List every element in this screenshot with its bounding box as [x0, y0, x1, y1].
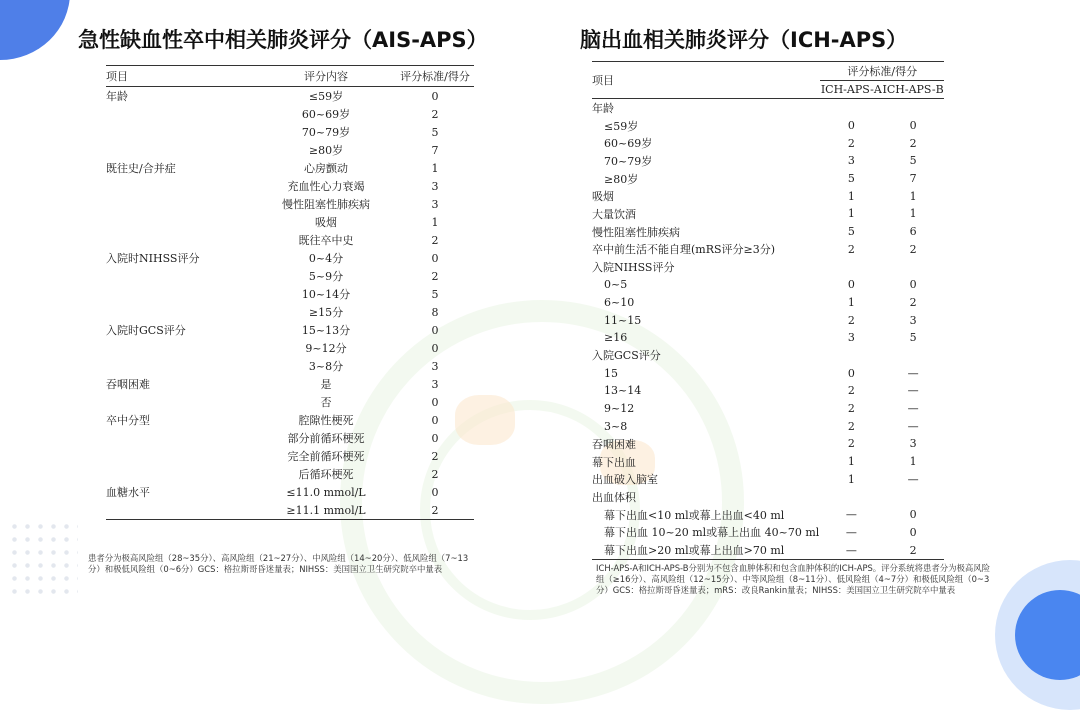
row-score-a-cell: — — [845, 508, 857, 522]
table-row — [592, 241, 944, 259]
row-score-cell: 0 — [431, 323, 439, 337]
row-item-cell: 入院时NIHSS评分 — [106, 252, 200, 265]
row-score-a-cell: 0 — [847, 278, 855, 292]
row-score-cell: 1 — [431, 215, 439, 229]
row-score-cell: 7 — [431, 143, 439, 157]
row-item-cell — [106, 231, 256, 249]
table-row — [592, 329, 944, 347]
dot-grid-decoration — [8, 520, 78, 600]
row-score-a-cell: 5 — [847, 172, 855, 186]
row-content-cell: 慢性阻塞性肺疾病 — [282, 198, 370, 211]
row-content-cell: 吸烟 — [315, 216, 337, 229]
table-row — [106, 213, 474, 231]
row-item-cell: 大量饮酒 — [592, 207, 636, 221]
table-row — [106, 357, 474, 375]
row-score-a-cell: 3 — [847, 331, 855, 345]
row-score-b-cell: 3 — [909, 313, 917, 327]
row-score-b-cell: 2 — [909, 136, 917, 150]
corner-circle-decoration — [0, 0, 70, 60]
row-score-a-cell: 1 — [847, 295, 855, 309]
row-content-cell: 70~79岁 — [301, 126, 351, 139]
row-score-b-cell: 0 — [909, 525, 917, 539]
row-item-cell: 幕下出血 — [592, 455, 636, 469]
table-row — [106, 159, 474, 177]
row-item-cell: 入院GCS评分 — [592, 349, 661, 363]
row-content-cell: ≤59岁 — [308, 90, 344, 103]
row-item-cell: 吞咽困难 — [106, 378, 150, 391]
row-score-b-cell — [882, 258, 944, 276]
table-row — [592, 417, 944, 435]
row-score-cell: 3 — [431, 179, 439, 193]
row-item-cell — [106, 177, 256, 195]
table-row — [106, 123, 474, 141]
row-score-cell: 2 — [431, 467, 439, 481]
row-score-a-cell: 1 — [847, 455, 855, 469]
row-content-cell: 3~8分 — [308, 360, 344, 373]
row-score-b-cell — [882, 488, 944, 506]
row-score-cell: 2 — [431, 449, 439, 463]
row-content-cell: 否 — [320, 396, 332, 409]
row-score-a-cell: 2 — [847, 136, 855, 150]
row-item-cell: 卒中前生活不能自理(mRS评分≥3分) — [592, 243, 776, 257]
row-score-cell: 0 — [431, 485, 439, 499]
row-score-b-cell: — — [907, 472, 919, 486]
row-item-cell: 入院时GCS评分 — [106, 324, 186, 337]
row-item-cell: 入院NIHSS评分 — [592, 261, 675, 275]
row-content-cell: 腔隙性梗死 — [298, 414, 354, 427]
table-row — [592, 311, 944, 329]
table-row — [106, 195, 474, 213]
table-row — [106, 339, 474, 357]
row-item-cell — [106, 267, 256, 285]
row-score-cell: 3 — [431, 377, 439, 391]
row-item-cell: ≥80岁 — [604, 172, 639, 186]
row-score-b-cell: 0 — [909, 119, 917, 133]
row-content-cell: 后循环梗死 — [298, 468, 354, 481]
row-item-cell: 既往史/合并症 — [106, 162, 176, 175]
table-row — [592, 382, 944, 400]
row-item-cell: 11~15 — [604, 313, 642, 327]
row-score-b-cell: 1 — [909, 455, 917, 469]
row-item-cell: 幕下出血 10~20 ml或幕上出血 40~70 ml — [604, 526, 820, 540]
row-score-cell: 0 — [431, 251, 439, 265]
table-row — [106, 447, 474, 465]
row-item-cell: 幕下出血>20 ml或幕上出血>70 ml — [592, 541, 820, 559]
row-item-cell: 13~14 — [604, 384, 642, 398]
ais-aps-table — [106, 65, 474, 520]
table-row — [592, 506, 944, 524]
table-row — [592, 205, 944, 223]
table-row — [106, 411, 474, 429]
right-table-title: 脑出血相关肺炎评分（ICH-APS） — [580, 28, 908, 52]
row-content-cell: 10~14分 — [301, 288, 351, 301]
row-score-a-cell — [820, 99, 882, 117]
row-item-cell: 慢性阻塞性肺疾病 — [592, 225, 680, 239]
row-score-a-cell: 2 — [847, 402, 855, 416]
table-row — [592, 99, 944, 117]
row-score-cell: 2 — [431, 269, 439, 283]
column-header-b: ICH-APS-B — [882, 81, 944, 99]
row-score-a-cell: 1 — [847, 189, 855, 203]
row-score-cell: 3 — [431, 359, 439, 373]
row-score-cell: 2 — [431, 107, 439, 121]
row-item-cell: ≤59岁 — [604, 119, 639, 133]
row-score-b-cell: 6 — [909, 225, 917, 239]
row-content-cell: ≥15分 — [308, 306, 344, 319]
row-score-b-cell: — — [907, 402, 919, 416]
row-score-a-cell: 1 — [847, 472, 855, 486]
table-row — [592, 524, 944, 542]
row-content-cell: 既往卒中史 — [298, 234, 354, 247]
row-score-b-cell — [882, 347, 944, 365]
column-header-item: 项目 — [592, 62, 820, 99]
row-score-b-cell: 2 — [909, 242, 917, 256]
row-content-cell: 60~69岁 — [301, 108, 351, 121]
ich-aps-table — [592, 61, 944, 560]
row-score-b-cell: 0 — [909, 278, 917, 292]
row-item-cell: 出血破入脑室 — [592, 473, 658, 487]
row-item-cell — [106, 339, 256, 357]
row-score-a-cell: 5 — [847, 225, 855, 239]
row-score-b-cell: 1 — [909, 189, 917, 203]
row-content-cell: ≤11.0 mmol/L — [286, 485, 366, 499]
row-item-cell: 9~12 — [604, 402, 635, 416]
row-score-cell: 2 — [396, 501, 474, 520]
table-row — [106, 303, 474, 321]
row-item-cell — [106, 141, 256, 159]
row-item-cell: 吞咽困难 — [592, 437, 636, 451]
table-row — [106, 429, 474, 447]
table-row — [106, 465, 474, 483]
row-score-a-cell: 0 — [847, 119, 855, 133]
row-score-b-cell: 0 — [909, 508, 917, 522]
row-content-cell: 部分前循环梗死 — [287, 432, 365, 445]
row-item-cell: 幕下出血<10 ml或幕上出血<40 ml — [604, 508, 785, 522]
row-item-cell — [106, 195, 256, 213]
row-score-cell: 2 — [431, 233, 439, 247]
table-row — [592, 541, 944, 559]
row-score-cell: 0 — [431, 413, 439, 427]
row-item-cell: 0~5 — [604, 278, 628, 292]
table-row — [592, 347, 944, 365]
row-score-b-cell: 7 — [909, 172, 917, 186]
row-score-b-cell: — — [907, 366, 919, 380]
table-row — [592, 187, 944, 205]
table-row — [592, 170, 944, 188]
row-item-cell — [106, 213, 256, 231]
row-content-cell: 15~13分 — [301, 324, 351, 337]
table-row — [592, 364, 944, 382]
row-score-b-cell: 1 — [909, 207, 917, 221]
column-header-item: 项目 — [106, 66, 256, 87]
row-score-b-cell: 5 — [909, 331, 917, 345]
table-row — [106, 267, 474, 285]
table-row — [106, 231, 474, 249]
row-score-a-cell: 2 — [847, 242, 855, 256]
row-score-cell: 5 — [431, 125, 439, 139]
row-score-a-cell: 1 — [847, 207, 855, 221]
column-header-group: 评分标准/得分 — [820, 62, 944, 81]
row-score-cell: 1 — [431, 161, 439, 175]
row-item-cell: 卒中分型 — [106, 414, 150, 427]
row-content-cell: 完全前循环梗死 — [287, 450, 365, 463]
row-score-b-cell: — — [907, 384, 919, 398]
column-header-a: ICH-APS-A — [820, 81, 882, 99]
row-content-cell: 5~9分 — [308, 270, 344, 283]
table-row — [592, 134, 944, 152]
table-row — [592, 400, 944, 418]
row-content-cell: ≥80岁 — [308, 144, 344, 157]
row-item-cell — [106, 105, 256, 123]
row-score-a-cell: 2 — [847, 384, 855, 398]
table-row — [592, 258, 944, 276]
row-item-cell: 60~69岁 — [604, 137, 653, 151]
table-row — [106, 501, 474, 520]
table-row — [106, 87, 474, 106]
row-score-cell: 3 — [431, 197, 439, 211]
row-item-cell: 15 — [604, 366, 618, 380]
table-row — [592, 470, 944, 488]
row-score-a-cell: — — [845, 525, 857, 539]
row-score-a-cell: 2 — [847, 419, 855, 433]
row-item-cell — [106, 123, 256, 141]
row-score-a-cell: — — [820, 541, 882, 559]
row-score-a-cell: 2 — [847, 437, 855, 451]
row-score-a-cell — [820, 258, 882, 276]
row-score-b-cell: 5 — [909, 154, 917, 168]
table-row — [592, 294, 944, 312]
row-score-a-cell: 3 — [847, 154, 855, 168]
row-content-cell: 0~4分 — [308, 252, 344, 265]
table-row — [592, 117, 944, 135]
row-content-cell: 充血性心力衰竭 — [287, 180, 365, 193]
row-content-cell: 是 — [320, 378, 332, 391]
table-row — [592, 488, 944, 506]
right-table-footnote: ICH-APS-A和ICH-APS-B分别为不包含血肿体积和包含血肿体积的ICH-APS。评分系统将患者分为极高风险组（≥16分）、高风险组（12~15分）、中等风险组（8~11分）、低风险组（4~7分）和极低风险组（0~3分）GCS：格拉斯哥昏迷量表；mRS：改良Rankin量表；NIHSS：美国国立卫生研究院卒中量表 — [596, 563, 991, 595]
table-row — [106, 375, 474, 393]
left-table-title: 急性缺血性卒中相关肺炎评分（AIS-APS） — [78, 28, 488, 52]
table-row — [106, 285, 474, 303]
row-score-b-cell: 2 — [909, 295, 917, 309]
row-item-cell: 3~8 — [604, 419, 628, 433]
table-row — [106, 393, 474, 411]
row-item-cell — [106, 303, 256, 321]
row-item-cell — [106, 429, 256, 447]
row-item-cell: 6~10 — [604, 295, 635, 309]
table-row — [106, 177, 474, 195]
row-score-a-cell: 0 — [847, 366, 855, 380]
column-header-score: 评分标准/得分 — [396, 66, 474, 87]
row-item-cell: ≥16 — [604, 331, 628, 345]
row-content-cell: 心房颤动 — [304, 162, 348, 175]
row-item-cell — [106, 285, 256, 303]
row-item-cell — [106, 447, 256, 465]
table-row — [106, 483, 474, 501]
row-content-cell: ≥11.1 mmol/L — [256, 501, 396, 520]
table-row — [592, 453, 944, 471]
row-item-cell: 出血体积 — [592, 490, 636, 504]
row-item-cell: 年龄 — [106, 90, 128, 103]
row-item-cell — [106, 393, 256, 411]
table-row — [592, 152, 944, 170]
row-score-a-cell — [820, 347, 882, 365]
table-row — [592, 276, 944, 294]
table-row — [592, 435, 944, 453]
table-row — [106, 321, 474, 339]
row-score-cell: 0 — [431, 395, 439, 409]
table-row — [592, 223, 944, 241]
row-item-cell: 吸烟 — [592, 190, 614, 204]
row-item-cell — [106, 357, 256, 375]
row-score-b-cell — [882, 99, 944, 117]
row-score-cell: 0 — [431, 341, 439, 355]
table-row — [106, 105, 474, 123]
row-score-a-cell: 2 — [847, 313, 855, 327]
row-item-cell: 年龄 — [592, 101, 614, 115]
table-row — [106, 249, 474, 267]
row-score-b-cell: 3 — [909, 437, 917, 451]
table-row — [106, 141, 474, 159]
row-score-cell: 0 — [431, 89, 439, 103]
row-score-cell: 5 — [431, 287, 439, 301]
row-item-cell: 血糖水平 — [106, 486, 150, 499]
row-score-cell: 0 — [431, 431, 439, 445]
row-item-cell: 70~79岁 — [604, 154, 653, 168]
row-item-cell — [106, 501, 256, 520]
left-table-footnote: 患者分为极高风险组（28~35分）、高风险组（21~27分）、中风险组（14~20分）、低风险组（7~13分）和极低风险组（0~6分）GCS：格拉斯哥昏迷量表；NIHSS：美国国立卫生研究院卒中量表 — [88, 553, 469, 574]
row-content-cell: 9~12分 — [305, 342, 347, 355]
row-score-b-cell: 2 — [882, 541, 944, 559]
row-score-a-cell — [820, 488, 882, 506]
column-header-content: 评分内容 — [256, 66, 396, 87]
row-item-cell — [106, 465, 256, 483]
row-score-cell: 8 — [431, 305, 439, 319]
row-score-b-cell: — — [907, 419, 919, 433]
